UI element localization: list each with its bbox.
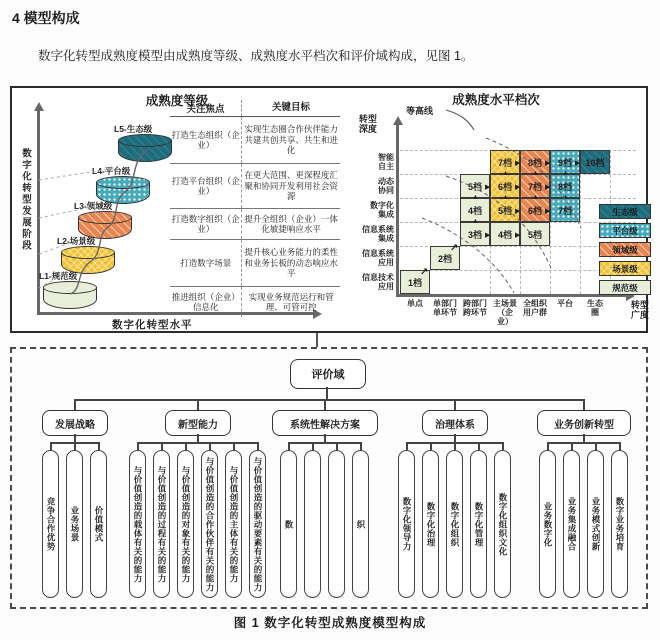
legend-domain: 领域级	[599, 242, 651, 257]
maturity-levels-panel	[12, 88, 350, 331]
cylinder-cap	[96, 176, 150, 189]
stage-y-axis-arrow	[34, 102, 44, 111]
stage-y-axis-label: 数字化转型发展阶段	[20, 148, 31, 252]
evaluation-item-b4-1	[398, 450, 415, 598]
branch-box-4: 治理体系	[422, 410, 488, 436]
contour-label: 等高线	[406, 106, 434, 116]
branch-bus	[74, 399, 583, 401]
evaluation-item-label: 数字化治理	[426, 501, 436, 547]
branch-box-2: 新型能力	[165, 410, 231, 436]
evaluation-item-label: 与价值创造的主体有关的能力	[229, 465, 239, 583]
grade-y-tick-label: 信息系统应用	[362, 249, 394, 267]
maturity-levels-title: 成熟度等级	[145, 94, 209, 108]
evaluation-item-label: 与价值创造的过程有关的能力	[157, 465, 167, 583]
maturity-table-header	[170, 100, 340, 117]
capsule-stub	[595, 442, 597, 450]
grade-x-tick: 主场景（企业）	[493, 299, 517, 326]
cylinder-label-L1: L1-规范级	[39, 271, 78, 281]
cylinder-label-L5: L5-生态级	[114, 124, 153, 134]
evaluation-item-label: 与价值创造的驱动要素有关的能力	[253, 456, 263, 592]
grade-cell-r6-c4: 7档 ▲	[490, 150, 520, 174]
maturity-table-rows	[170, 117, 340, 317]
up-arrow-icon: ▲	[502, 194, 509, 201]
evaluation-item-label: 数	[284, 519, 294, 529]
grade-cell-r6-c7: 10档 ▶	[580, 150, 610, 174]
evaluation-item-b1-2	[66, 450, 83, 598]
evaluation-item-b1-1	[42, 450, 59, 598]
grade-y-tick	[348, 198, 394, 222]
up-arrow-icon: ▲	[472, 218, 479, 225]
grade-y-tick-label: 动态协同	[378, 177, 394, 195]
right-arrow-icon: ▶	[545, 160, 551, 167]
capsule-stub	[50, 442, 52, 450]
grade-y-tick-label: 智能自主	[378, 153, 394, 171]
legend-norm: 规范级	[599, 280, 651, 295]
branch-stub	[197, 399, 199, 410]
evaluation-item-label: 业务数字化	[543, 501, 553, 547]
root-stem	[326, 387, 328, 399]
up-arrow-icon: ▲	[532, 194, 539, 201]
evaluation-item-b4-3	[446, 450, 463, 598]
legend-scene: 场景级	[599, 261, 651, 276]
evaluation-item-label: 价值模式	[94, 506, 104, 542]
cylinder-cap	[43, 281, 97, 294]
focus-cell: 打造数字场景	[180, 257, 232, 268]
diagonal-arrow-icon: ↗	[420, 267, 429, 278]
focus-cell: 推进组织（企业）信息化	[171, 291, 240, 312]
grade-cell-r5-c5: 7档 ▶ ▲	[520, 174, 550, 198]
capsule-stub	[502, 442, 504, 450]
evaluation-item-b1-3	[90, 450, 107, 598]
cylinder-cap	[61, 246, 115, 259]
capsule-stub	[336, 442, 338, 450]
evaluation-item-b2-3	[177, 450, 194, 598]
grade-y-axis-title: 转型深度	[358, 114, 377, 134]
right-arrow-icon: ▶	[545, 184, 551, 191]
capsule-stub	[209, 442, 211, 450]
grade-x-tick: 单点	[407, 299, 423, 308]
cylinder-L5	[118, 134, 172, 162]
grade-x-axis	[396, 294, 628, 297]
grade-y-tick	[348, 150, 394, 174]
cylinder-label-L3: L3-领域级	[74, 201, 113, 211]
right-arrow-icon: ▶	[485, 232, 491, 239]
focus-cell: 打造生态组织（企业）	[171, 129, 240, 150]
cylinder-label-L2: L2-场景级	[57, 236, 96, 246]
grade-y-tick	[348, 222, 394, 246]
evaluation-item-b2-6	[249, 450, 266, 598]
capsule-stub	[233, 442, 235, 450]
evaluation-item-b2-1	[129, 450, 146, 598]
evaluation-item-b3-4	[352, 450, 369, 598]
grade-y-tick	[348, 246, 394, 270]
stage-y-axis	[37, 110, 40, 314]
grade-cell-r2-c2: 2档 ↗	[430, 246, 460, 270]
capsule-stub	[257, 442, 259, 450]
evaluation-item-label: 与价值创造的合作伙伴有关的能力	[205, 456, 215, 592]
grade-y-axis	[396, 124, 399, 294]
evaluation-item-label: 竞争合作优势	[46, 497, 56, 551]
right-arrow-icon: ▶	[575, 160, 581, 167]
up-arrow-icon: ▲	[562, 170, 569, 177]
maturity-table	[170, 100, 340, 317]
right-arrow-icon: ▶	[515, 160, 521, 167]
grade-cell-r4-c3: 4档 ▲	[460, 198, 490, 222]
grade-x-axis-title: 转型广度	[630, 300, 649, 320]
grade-y-tick-label: 信息系统集成	[362, 225, 394, 243]
up-arrow-icon: ▲	[472, 194, 479, 201]
capsule-stub	[98, 442, 100, 450]
capsule-stub	[288, 442, 290, 450]
evaluation-item-b5-2	[563, 450, 580, 598]
grade-x-tick: 生态圈	[587, 299, 603, 317]
goal-cell: 提升全组织（企业）一体化敏捷响应水平	[241, 209, 340, 239]
evaluation-item-label: 与价值创造的对象有关的能力	[181, 465, 191, 583]
grade-legend	[599, 204, 651, 295]
evaluation-item-b5-4	[611, 450, 628, 598]
cylinder-cap	[118, 134, 172, 147]
goal-cell: 实现生态圈合作伙伴能力共建共创共享、共生和进化	[241, 117, 340, 163]
evaluation-item-b3-1	[280, 450, 297, 598]
capsule-stub	[619, 442, 621, 450]
cylinder-label-L4: L4-平台级	[92, 166, 131, 176]
goal-cell: 在更大范围、更深程度汇聚和协同开发利用社会资源	[241, 164, 340, 208]
stage-x-axis-label: 数字化转型水平	[112, 319, 193, 331]
cylinder-L1	[43, 281, 97, 309]
branch-down-stub	[197, 434, 199, 442]
evaluation-item-b2-4	[201, 450, 218, 598]
up-arrow-icon: ▲	[562, 194, 569, 201]
branch-stub	[324, 399, 326, 410]
branch-box-3: 系统性解决方案	[272, 410, 378, 436]
capsule-stub	[312, 442, 314, 450]
maturity-row-L4	[170, 164, 340, 209]
evaluation-item-label: 业务集成融合	[567, 497, 577, 551]
evaluation-item-label: 织	[356, 519, 366, 529]
maturity-row-L1	[170, 287, 340, 317]
figure-frame	[10, 86, 648, 333]
grade-y-axis-arrow	[393, 116, 403, 125]
focus-header: 关注焦点	[186, 104, 225, 115]
branch-down-stub	[324, 434, 326, 442]
grade-levels-panel	[346, 88, 650, 331]
intro-paragraph: 数字化转型成熟度模型由成熟度等级、成熟度水平档次和评价域构成，见图 1。	[38, 49, 474, 63]
evaluation-item-label: 业务模式创新	[591, 497, 601, 551]
grade-cell-r3-c5: 5档 ▶	[520, 222, 550, 246]
legend-platform: 平台级	[599, 223, 651, 238]
root-node: 评价域	[290, 359, 366, 389]
grade-cell-r6-c5: 8档 ▶ ▲	[520, 150, 550, 174]
diagonal-arrow-icon: ↗	[450, 243, 459, 254]
branch-box-5: 业务创新转型	[537, 410, 631, 436]
capsule-bus	[547, 442, 619, 444]
focus-cell: 打造平台组织（企业）	[171, 175, 240, 196]
goal-cell: 提升核心业务能力的柔性和业务长板的动态响应水平	[241, 240, 340, 286]
grade-cell-r3-c3: 3档 ↗	[460, 222, 490, 246]
grade-y-tick-label: 数字化集成	[370, 201, 394, 219]
maturity-row-L3	[170, 209, 340, 240]
evaluation-item-b5-1	[539, 450, 556, 598]
figure-caption: 图 1 数字化转型成熟度模型构成	[233, 616, 427, 630]
branch-down-stub	[583, 434, 585, 442]
evaluation-item-b3-3	[328, 450, 345, 598]
capsule-stub	[430, 442, 432, 450]
capsule-stub	[478, 442, 480, 450]
evaluation-item-label: 与价值创造的载体有关的能力	[133, 465, 143, 583]
evaluation-item-label: 数字化组织	[450, 501, 460, 547]
evaluation-item-label: 数字化组织文化	[498, 492, 508, 556]
evaluation-item-b4-2	[422, 450, 439, 598]
goal-cell: 实现业务规范运行和管理、可管可控	[241, 287, 340, 317]
branch-down-stub	[74, 434, 76, 442]
goal-header: 关键目标	[241, 100, 340, 116]
maturity-row-L2	[170, 240, 340, 287]
grade-cell-r1-c1: 1档	[400, 270, 430, 294]
grade-levels-title: 成熟度水平档次	[452, 93, 540, 107]
evaluation-item-label: 数字化领导力	[402, 497, 412, 551]
evaluation-item-b4-4	[470, 450, 487, 598]
up-arrow-icon: ▲	[502, 170, 509, 177]
grade-y-tick	[348, 270, 394, 294]
grade-x-tick: 跨部门跨环节	[463, 299, 487, 317]
evaluation-domain-box	[10, 347, 648, 609]
capsule-stub	[454, 442, 456, 450]
grade-cell-r4-c6: 7档 ▶	[550, 198, 580, 222]
grade-cell-r4-c4: 5档	[490, 198, 520, 222]
grade-x-tick: 单部门单环节	[433, 299, 457, 317]
grade-cell-r3-c4: 4档 ▶	[490, 222, 520, 246]
up-arrow-icon: ▲	[532, 170, 539, 177]
grade-cell-r5-c4: 6档 ▶ ▲	[490, 174, 520, 198]
capsule-stub	[185, 442, 187, 450]
evaluation-item-b4-5	[494, 450, 511, 598]
focus-cell: 打造数字组织（企业）	[171, 213, 240, 234]
figure-to-tree-connector	[316, 333, 318, 348]
capsule-stub	[161, 442, 163, 450]
branch-stub	[74, 399, 76, 410]
grade-y-tick-label: 信息技术应用	[362, 273, 394, 291]
branch-down-stub	[454, 434, 456, 442]
evaluation-item-b5-3	[587, 450, 604, 598]
right-arrow-icon: ▶	[545, 208, 551, 215]
capsule-bus	[137, 442, 257, 444]
cylinder-cap	[78, 211, 132, 224]
capsule-stub	[74, 442, 76, 450]
right-arrow-icon: ▶	[485, 184, 491, 191]
right-arrow-icon: ▶	[515, 232, 521, 239]
branch-box-1: 发展战略	[42, 410, 108, 436]
capsule-bus	[288, 442, 360, 444]
grade-cell-r6-c6: 9档 ▶ ▲	[550, 150, 580, 174]
branch-stub	[583, 399, 585, 410]
capsule-stub	[406, 442, 408, 450]
branch-stub	[454, 399, 456, 410]
grade-cell-r5-c3: 5档 ▲	[460, 174, 490, 198]
evaluation-item-label: 数字化管理	[474, 501, 484, 547]
maturity-row-L5	[170, 117, 340, 164]
grade-x-tick: 全组织用户群	[523, 299, 547, 317]
legend-eco: 生态级	[599, 204, 651, 219]
grade-cell-r4-c5: 6档 ▶	[520, 198, 550, 222]
evaluation-item-b3-2	[304, 450, 321, 598]
right-arrow-icon: ▶	[515, 208, 521, 215]
section-heading: 4 模型构成	[12, 10, 80, 26]
evaluation-item-b2-5	[225, 450, 242, 598]
capsule-stub	[571, 442, 573, 450]
grade-y-tick	[348, 174, 394, 198]
capsule-stub	[360, 442, 362, 450]
evaluation-item-b2-2	[153, 450, 170, 598]
evaluation-item-label: 业务场景	[70, 506, 80, 542]
right-arrow-icon: ▶	[515, 184, 521, 191]
grade-cell-r5-c6: 8档 ▶ ▲	[550, 174, 580, 198]
capsule-stub	[547, 442, 549, 450]
capsule-stub	[137, 442, 139, 450]
grade-x-tick: 平台	[557, 299, 573, 308]
evaluation-item-label: 数字业务培育	[615, 497, 625, 551]
